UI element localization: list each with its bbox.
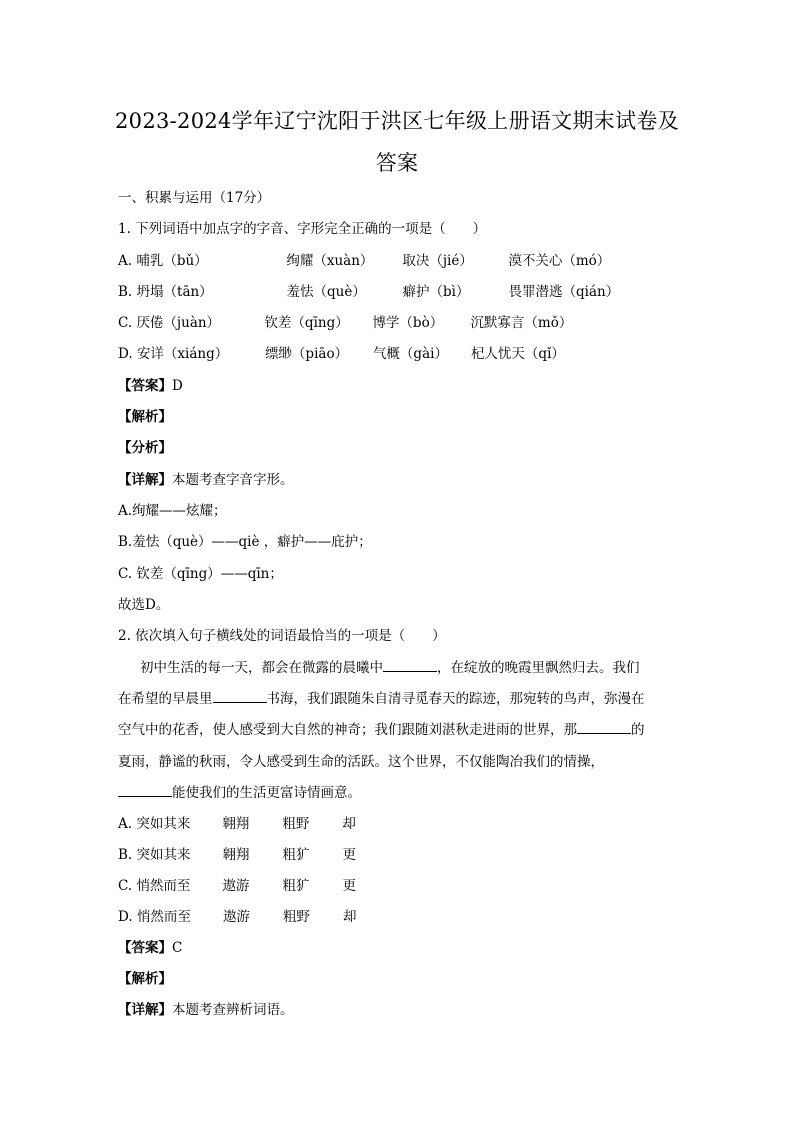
option-item: 突如其来 xyxy=(136,816,191,832)
detail-text: 本题考查辨析词语。 xyxy=(172,1002,294,1018)
option-label: A. xyxy=(118,253,133,269)
option-item: 沉默寡言（mǒ） xyxy=(470,315,573,331)
passage-text: 空气中的花香，使人感受到大自然的神奇；我们跟随刘湛秋走进雨的世界，那 xyxy=(118,722,577,738)
question-1-note-a: A.绚耀——炫耀； xyxy=(118,503,227,519)
option-label: A. xyxy=(118,816,133,832)
option-item: 更 xyxy=(342,878,356,894)
question-1-note-b: B.羞怯（què）——qiè ，癖护——庇护； xyxy=(118,534,372,550)
question-1-detail xyxy=(118,468,294,488)
fill-blank-2 xyxy=(213,690,267,703)
option-item: 坍塌（tān） xyxy=(136,284,213,300)
option-label: B. xyxy=(118,847,133,863)
option-label: C. xyxy=(118,315,133,331)
document-title-line-1: 2023-2024学年辽宁沈阳于洪区七年级上册语文期末试卷及 xyxy=(115,109,679,133)
option-item: 遨游 xyxy=(222,878,250,894)
passage-line-1 xyxy=(140,656,640,676)
question-1-answer xyxy=(118,374,183,394)
passage-text: ，在绽放的晚霞里飘然归去。我们 xyxy=(437,660,640,676)
question-1-stem: 1. 下列词语中加点字的字音、字形完全正确的一项是（ ） xyxy=(118,221,487,237)
answer-value: D xyxy=(172,378,183,394)
question-1-option-d xyxy=(118,342,565,362)
option-item: 突如其来 xyxy=(136,847,191,863)
option-item: 悄然而至 xyxy=(136,909,191,925)
answer-tag: 【答案】 xyxy=(118,378,172,394)
option-item: 悄然而至 xyxy=(136,878,191,894)
option-item: 翱翔 xyxy=(222,816,250,832)
question-1-option-a xyxy=(118,249,610,269)
option-item: 博学（bò） xyxy=(372,315,444,331)
passage-text: 的 xyxy=(631,722,645,738)
option-label: C. xyxy=(118,878,133,894)
question-2-option-a xyxy=(118,812,356,832)
passage-text: 能使我们的生活更富诗情画意。 xyxy=(172,785,361,801)
option-item: 癖护（bì） xyxy=(402,284,470,300)
option-item: 哺乳（bǔ） xyxy=(136,253,208,269)
passage-line-5 xyxy=(118,781,361,801)
option-item: 遨游 xyxy=(222,909,250,925)
document-title-line-2: 答案 xyxy=(375,151,419,175)
option-item: 厌倦（juàn） xyxy=(136,315,221,331)
question-1-fenxi-tag: 【分析】 xyxy=(118,440,172,456)
question-1-option-c xyxy=(118,311,572,331)
option-item: 绚耀（xuàn） xyxy=(286,253,374,269)
option-item: 羞怯（què） xyxy=(286,284,366,300)
option-item: 缥缈（piāo） xyxy=(264,346,349,362)
option-item: 却 xyxy=(342,909,357,925)
option-item: 粗野 xyxy=(282,909,310,925)
option-item: 漠不关心（mó） xyxy=(508,253,611,269)
detail-tag: 【详解】 xyxy=(118,1002,172,1018)
fill-blank-3 xyxy=(577,721,631,734)
question-2-stem: 2. 依次填入句子横线处的词语最恰当的一项是（ ） xyxy=(118,628,446,644)
question-1-conclusion: 故选D。 xyxy=(118,597,170,613)
answer-tag: 【答案】 xyxy=(118,940,172,956)
detail-text: 本题考查字音字形。 xyxy=(172,472,294,488)
detail-tag: 【详解】 xyxy=(118,472,172,488)
question-2-answer xyxy=(118,936,182,956)
passage-text: 初中生活的每一天，都会在微露的晨曦中 xyxy=(140,660,383,676)
question-2-option-b xyxy=(118,843,356,863)
question-1-note-c: C. 钦差（qīng）——qīn； xyxy=(118,566,283,582)
option-item: 安详（xiáng） xyxy=(136,346,229,362)
option-item: 畏罪潜逃（qián） xyxy=(508,284,620,300)
option-label: B. xyxy=(118,284,133,300)
option-item: 更 xyxy=(342,847,357,863)
question-2-analysis-tag: 【解析】 xyxy=(118,971,172,987)
question-1-option-b xyxy=(118,280,619,300)
passage-line-2 xyxy=(118,687,645,707)
option-item: 气概（gài） xyxy=(372,346,448,362)
passage-line-3 xyxy=(118,718,645,738)
option-item: 翱翔 xyxy=(222,847,250,863)
option-item: 却 xyxy=(342,816,356,832)
question-2-detail xyxy=(118,998,294,1018)
option-item: 粗野 xyxy=(282,816,310,832)
question-2-option-d xyxy=(118,905,356,925)
question-2-option-c xyxy=(118,874,356,894)
question-1-analysis-tag: 【解析】 xyxy=(118,409,172,425)
passage-line-4: 夏雨，静谧的秋雨，令人感受到生命的活跃。这个世界，不仅能陶冶我们的情操， xyxy=(118,754,604,770)
option-item: 粗犷 xyxy=(282,847,310,863)
option-label: D. xyxy=(118,909,133,925)
section-heading: 一、积累与运用（17分） xyxy=(118,190,271,206)
fill-blank-1 xyxy=(383,659,437,672)
option-item: 杞人忧天（qǐ） xyxy=(470,346,565,362)
option-item: 粗犷 xyxy=(282,878,310,894)
option-label: D. xyxy=(118,346,133,362)
fill-blank-4 xyxy=(118,784,172,797)
passage-text: 在希望的早晨里 xyxy=(118,691,213,707)
option-item: 钦差（qīng） xyxy=(264,315,349,331)
option-item: 取决（jié） xyxy=(402,253,473,269)
answer-value: C xyxy=(172,940,183,956)
passage-text: 书海，我们跟随朱自清寻觅春天的踪迹，那宛转的鸟声，弥漫在 xyxy=(266,691,645,707)
